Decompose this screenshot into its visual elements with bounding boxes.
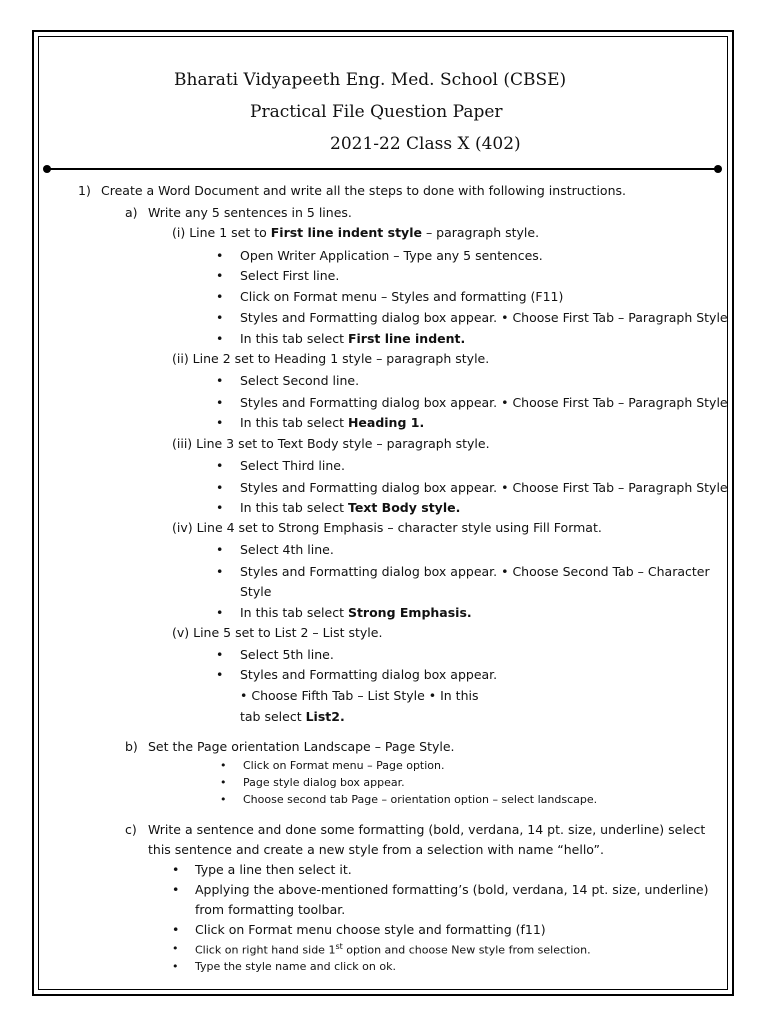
list-item-continuation: • Choose Fifth Tab – List Style • In this [240,688,479,703]
divider-dot-left [43,165,51,173]
qc-text-line2: this sentence and create a new style from a selection with name “hello”. [148,842,604,857]
bullet: • [216,415,224,430]
bullet: • [172,960,179,973]
bullet: • [216,268,224,283]
list-item: Type the style name and click on ok. [195,960,396,973]
list-item: Select Third line. [240,458,345,473]
list-item: Applying the above-mentioned formatting’s (bold, verdana, 14 pt. size, underline) [195,882,709,897]
qa-text: Write any 5 sentences in 5 lines. [148,205,352,220]
list-item: Page style dialog box appear. [243,776,405,789]
bullet: • [216,331,224,346]
qb-label: b) [125,739,138,754]
bullet: • [216,373,224,388]
session-line: 2021-22 Class X (402) [330,134,521,154]
list-item: Styles and Formatting dialog box appear. [240,667,498,682]
list-item: Choose second tab Page – orientation option – select landscape. [243,793,598,806]
list-item: Styles and Formatting dialog box appear. • Choose First Tab – Paragraph Style [240,480,728,495]
list-item: Click on right hand side 1st option and choose New style from selection. [195,942,591,957]
bullet: • [220,793,227,806]
bullet: • [172,922,180,937]
list-item: In this tab select Heading 1. [240,415,425,430]
divider-dot-right [714,165,722,173]
bullet: • [216,647,224,662]
part-iii-heading: (iii) Line 3 set to Text Body style – paragraph style. [172,436,490,451]
bullet: • [220,776,227,789]
bullet: • [216,395,224,410]
list-item-continuation: from formatting toolbar. [195,902,346,917]
school-name: Bharati Vidyapeeth Eng. Med. School (CBSE) [174,70,567,90]
qc-text-line1: Write a sentence and done some formatting (bold, verdana, 14 pt. size, underline) select [148,822,706,837]
list-item: Select First line. [240,268,340,283]
list-item: Click on Format menu – Page option. [243,759,445,772]
qa-label: a) [125,205,138,220]
list-item-continuation: Style [240,584,272,599]
list-item: Select 4th line. [240,542,334,557]
bullet: • [216,289,224,304]
bullet: • [216,564,224,579]
bullet: • [216,480,224,495]
list-item: Click on Format menu – Styles and formatting (F11) [240,289,564,304]
list-item: In this tab select Text Body style. [240,500,461,515]
bullet: • [172,862,180,877]
part-iv-heading: (iv) Line 4 set to Strong Emphasis – character style using Fill Format. [172,520,602,535]
header-divider [48,168,718,170]
part-v-heading: (v) Line 5 set to List 2 – List style. [172,625,383,640]
bullet: • [216,248,224,263]
list-item: Open Writer Application – Type any 5 sentences. [240,248,543,263]
bullet: • [216,310,224,325]
paper-title: Practical File Question Paper [250,102,503,122]
bullet: • [216,605,224,620]
list-item: Select Second line. [240,373,360,388]
bullet: • [216,500,224,515]
list-item: Styles and Formatting dialog box appear. • Choose First Tab – Paragraph Style [240,310,728,325]
bullet: • [216,667,224,682]
list-item: Select 5th line. [240,647,334,662]
list-item: Type a line then select it. [195,862,352,877]
part-i-heading: (i) Line 1 set to First line indent style – paragraph style. [172,225,540,240]
bullet: • [216,458,224,473]
qc-label: c) [125,822,137,837]
list-item-continuation: tab select List2. [240,709,345,724]
bullet: • [172,942,179,955]
qb-text: Set the Page orientation Landscape – Page Style. [148,739,455,754]
list-item: In this tab select Strong Emphasis. [240,605,472,620]
list-item: Styles and Formatting dialog box appear. • Choose Second Tab – Character [240,564,710,579]
list-item: In this tab select First line indent. [240,331,466,346]
bullet: • [220,759,227,772]
q1-text: Create a Word Document and write all the steps to done with following instructions. [101,183,626,198]
part-ii-heading: (ii) Line 2 set to Heading 1 style – paragraph style. [172,351,490,366]
list-item: Styles and Formatting dialog box appear. • Choose First Tab – Paragraph Style [240,395,728,410]
bullet: • [216,542,224,557]
q1-number: 1) [78,183,91,198]
list-item: Click on Format menu choose style and formatting (f11) [195,922,546,937]
bullet: • [172,882,180,897]
